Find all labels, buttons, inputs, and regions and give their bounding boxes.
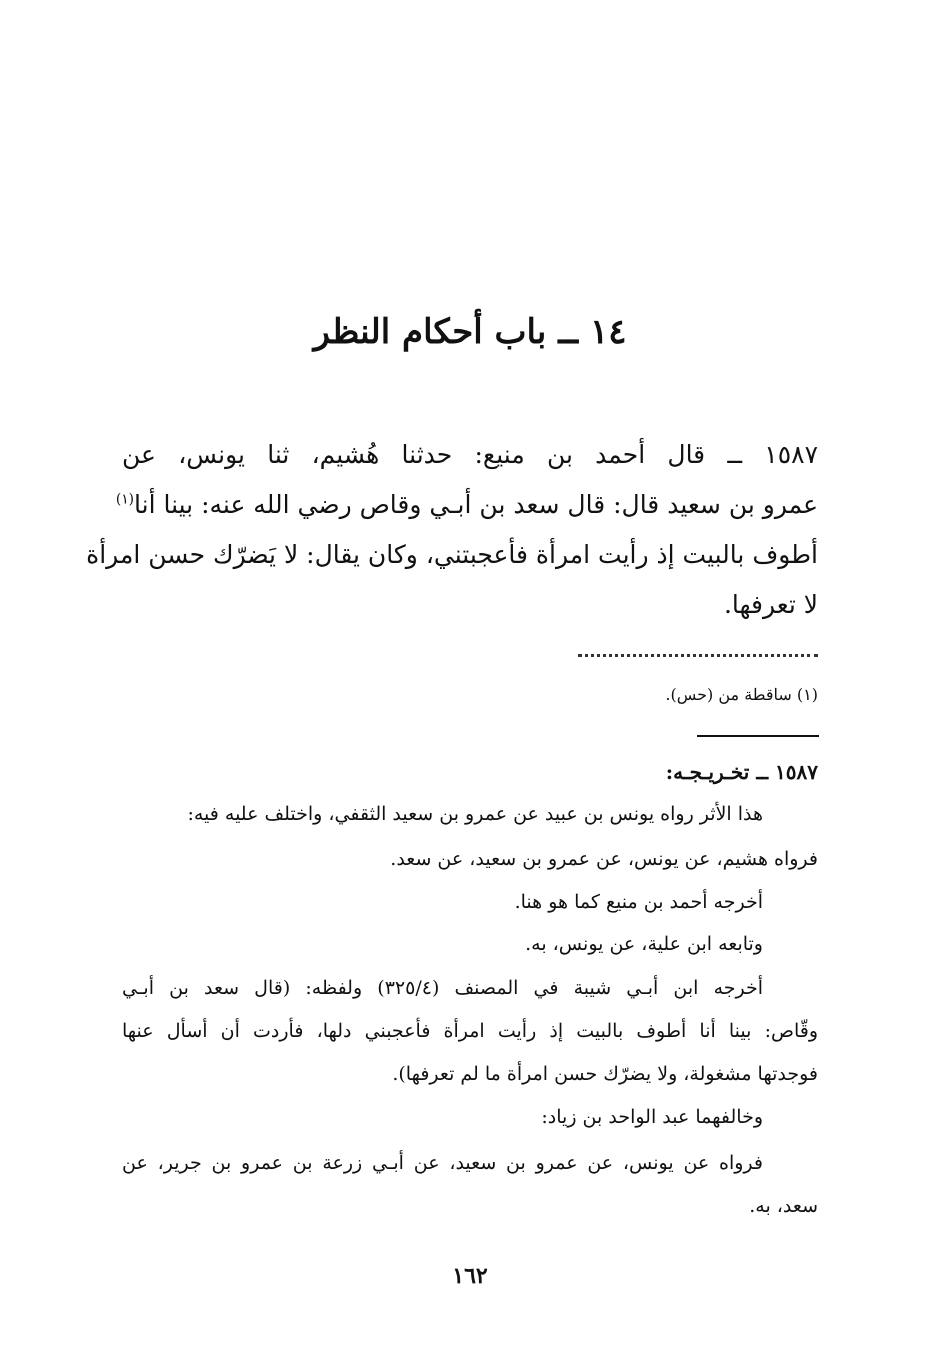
hadith-line-3: أطوف بالبيت إذ رأيت امرأة فأعجبتني، وكان يقال: لا يَضرّك حسن امرأة <box>86 540 818 569</box>
takhrij-line: فوجدتها مشغولة، ولا يضرّك حسن امرأة ما لم تعرفها). <box>392 1063 818 1085</box>
chapter-title: ١٤ ــ باب أحكام النظر <box>313 312 627 352</box>
hadith-line-2 <box>115 490 818 520</box>
takhrij-line: فرواه عن يونس، عن عمرو بن سعيد، عن أبـي زرعة بن عمرو بن جرير، عن <box>122 1152 763 1174</box>
hadith-line-1: ١٥٨٧ ــ قال أحمد بن منيع: حدثنا هُشيم، ثنا يونس، عن <box>122 440 818 469</box>
footnote-separator <box>578 654 818 657</box>
takhrij-heading: ١٥٨٧ ــ تخـريـجـه: <box>665 760 818 784</box>
takhrij-line: سعد، به. <box>749 1195 818 1217</box>
footnote: (١) ساقطة من (حس). <box>665 685 818 704</box>
page-number: ١٦٢ <box>452 1263 488 1289</box>
takhrij-line: فرواه هشيم، عن يونس، عن عمرو بن سعيد، عن سعد. <box>390 848 818 870</box>
takhrij-line: أخرجه أحمد بن منيع كما هو هنا. <box>514 891 763 913</box>
takhrij-line: وخالفهما عبد الواحد بن زياد: <box>541 1106 763 1128</box>
takhrij-line: وقّاص: بينا أنا أطوف بالبيت إذ رأيت امرأة فأعجبني دلها، فأردت أن أسأل عنها <box>122 1020 818 1042</box>
section-divider <box>697 735 819 737</box>
hadith-line-2-text: عمرو بن سعيد قال: قال سعد بن أبـي وقاص رضي الله عنه: بينا أنا <box>134 490 818 519</box>
takhrij-line: هذا الأثر رواه يونس بن عبيد عن عمرو بن سعيد الثقفي، واختلف عليه فيه: <box>187 803 763 825</box>
footnote-marker: (١) <box>115 491 134 508</box>
takhrij-line: وتابعه ابن علية، عن يونس، به. <box>525 933 763 955</box>
takhrij-line: أخرجه ابن أبـي شيبة في المصنف (٣٢٥/٤) ولفظه: (قال سعد بن أبـي <box>122 977 764 999</box>
hadith-line-4: لا تعرفها. <box>723 590 818 619</box>
